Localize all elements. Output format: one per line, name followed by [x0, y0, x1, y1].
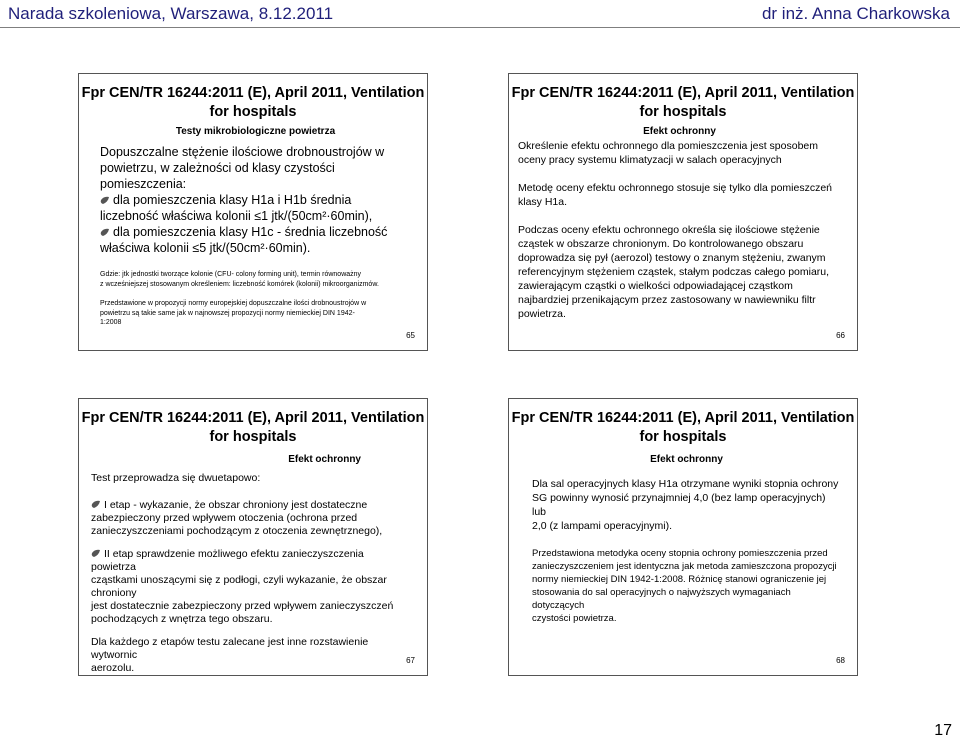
paragraph-1 [518, 139, 841, 167]
text-line: aerozolu. [91, 662, 135, 674]
text-line: właściwa kolonii ≤5 jtk/(50cm²·60min). [100, 241, 311, 255]
text-line: dla pomieszczenia klasy H1a i H1b średnia [113, 193, 352, 207]
text-line: zabezpieczony przed wpływem otoczenia (ochrona przed [91, 512, 358, 524]
title-line-1: Fpr CEN/TR 16244:2011 (E), April 2011, Ventilation [511, 410, 855, 426]
text-line: Dopuszczalne stężenie ilościowe drobnoustrojów w [100, 145, 385, 159]
text-line: oceny pracy systemu klimatyzacji w salach operacyjnych [518, 154, 782, 166]
bullet-item [100, 224, 411, 256]
intro-text: Test przeprowadza się dwuetapowo: [91, 472, 261, 484]
text-line: zawierającym cząstki o wielkości odpowiadającej cząstkom [518, 280, 793, 292]
text-line: powietrzu, w zależności od klasy czystości [100, 161, 335, 175]
slide-number: 65 [406, 331, 415, 340]
header-divider [0, 27, 960, 28]
text-line: jest dostatecznie zabezpieczony przed wpływem zanieczyszczeń [91, 600, 394, 612]
text-line: powietrza. [518, 308, 566, 320]
text-line: Przedstawione w propozycji normy europejskiej dopuszczalne ilości drobnoustrojów w [100, 300, 367, 307]
text-line: najbardziej przenikającym przez zastosowany w nawiewniku filtr [518, 294, 816, 306]
text-line: referencyjnym stężeniem cząstek, stałym podczas całego pomiaru, [518, 266, 830, 278]
text-line: Przedstawiona metodyka oceny stopnia ochrony pomieszczenia przed [532, 548, 828, 559]
slide-subtitle: Testy mikrobiologiczne powietrza [175, 126, 336, 137]
slide-subtitle: Efekt ochronny [643, 126, 716, 137]
text-line: cząstkami unoszącymi się z podłogi, czyli wykazanie, że obszar chroniony [91, 574, 387, 599]
bullet-icon [91, 549, 101, 558]
page-number: 17 [934, 722, 952, 739]
bullet-icon [100, 228, 110, 237]
title-line-1: Fpr CEN/TR 16244:2011 (E), April 2011, Ventilation [81, 410, 425, 426]
slide-number: 67 [406, 656, 415, 665]
slide-title [509, 84, 857, 122]
text-line: stosowania do sal operacyjnych o najwyższych wymaganiach dotyczących [532, 587, 791, 611]
text-line: pochodzących z wnętrza tego obszaru. [91, 613, 273, 625]
bullet-item [91, 548, 411, 626]
footnote-definition [100, 270, 411, 289]
slide-title [509, 409, 857, 447]
slide-title [79, 84, 427, 122]
bullet-icon [100, 196, 110, 205]
text-line: cząstek w obszarze chronionym. Do kontrolowanego obszaru [518, 238, 804, 250]
title-line-1: Fpr CEN/TR 16244:2011 (E), April 2011, Ventilation [511, 85, 855, 101]
text-line: pomieszczenia: [100, 177, 187, 191]
text-line: czystości powietrza. [532, 613, 617, 624]
intro-text [100, 144, 411, 192]
text-line: Dla sal operacyjnych klasy H1a otrzymane wyniki stopnia ochrony [532, 478, 839, 490]
bullet-item [91, 499, 411, 538]
bullet-icon [91, 500, 101, 509]
text-line: Metodę oceny efektu ochronnego stosuje się tylko dla pomieszczeń [518, 182, 833, 194]
text-line: Dla każdego z etapów testu zalecane jest inne rozstawienie wytwornic [91, 636, 369, 661]
title-line-2: for hospitals [209, 429, 297, 445]
text-line: zanieczyszczeniem jest identyczna jak metoda zamieszczona propozycji [532, 561, 837, 572]
text-line: 2,0 (z lampami operacyjnymi). [532, 520, 673, 532]
text-line: Podczas oceny efektu ochronnego określa się ilościowe stężenie [518, 224, 820, 236]
header-right-text: dr inż. Anna Charkowska [761, 4, 950, 23]
slide-subtitle: Efekt ochronny [650, 454, 723, 465]
footnote-standard [100, 299, 411, 328]
title-line-2: for hospitals [209, 104, 297, 120]
text-line: II etap sprawdzenie możliwego efektu zanieczyszczenia powietrza [91, 548, 364, 573]
paragraph-2 [532, 547, 841, 625]
slide-68 [508, 398, 858, 676]
text-line: Gdzie: jtk jednostki tworzące kolonie (CFU- colony forming unit), termin równoważny [100, 271, 362, 278]
paragraph-2 [518, 181, 841, 209]
text-line: klasy H1a. [518, 196, 568, 208]
paragraph-3 [518, 223, 841, 321]
title-line-1: Fpr CEN/TR 16244:2011 (E), April 2011, Ventilation [81, 85, 425, 101]
slide-number: 68 [836, 656, 845, 665]
slide-65 [78, 73, 428, 351]
title-line-2: for hospitals [639, 429, 727, 445]
title-line-2: for hospitals [639, 104, 727, 120]
slide-67 [78, 398, 428, 676]
text-line: SG powinny wynosić przynajmniej 4,0 (bez lamp operacyjnych) lub [532, 492, 826, 518]
text-line: normy niemieckiej DIN 1942-1:2008. Różnicę stanowi ograniczenie jej [532, 574, 827, 585]
slide-number: 66 [836, 331, 845, 340]
text-line: liczebność właściwa kolonii ≤1 jtk/(50cm²·60min), [100, 209, 373, 223]
header-left-text: Narada szkoleniowa, Warszawa, 8.12.2011 [8, 4, 334, 23]
text-line: dla pomieszczenia klasy H1c - średnia liczebność [113, 225, 388, 239]
paragraph-closing [91, 636, 411, 675]
slide-66 [508, 73, 858, 351]
paragraph-1 [532, 477, 841, 533]
text-line: Określenie efektu ochronnego dla pomieszczenia jest sposobem [518, 140, 819, 152]
text-line: 1:2008 [100, 319, 122, 326]
text-line: I etap - wykazanie, że obszar chroniony jest dostateczne [104, 499, 368, 511]
text-line: doprowadza się pył (aerozol) testowy o znanym stężeniu, zwanym [518, 252, 826, 264]
text-line: powietrzu są takie same jak w najnowszej propozycji normy niemieckiej DIN 1942- [100, 309, 355, 317]
text-line: zanieczyszczeniami pochodzącym z otoczenia zewnętrznego), [91, 525, 383, 537]
bullet-item [100, 192, 411, 224]
slide-title [79, 409, 427, 447]
slide-subtitle: Efekt ochronny [288, 454, 361, 465]
text-line: z wcześniejszej stosowanym określeniem: liczebność komórek (kolonii) mikroorganizmów. [100, 280, 379, 288]
